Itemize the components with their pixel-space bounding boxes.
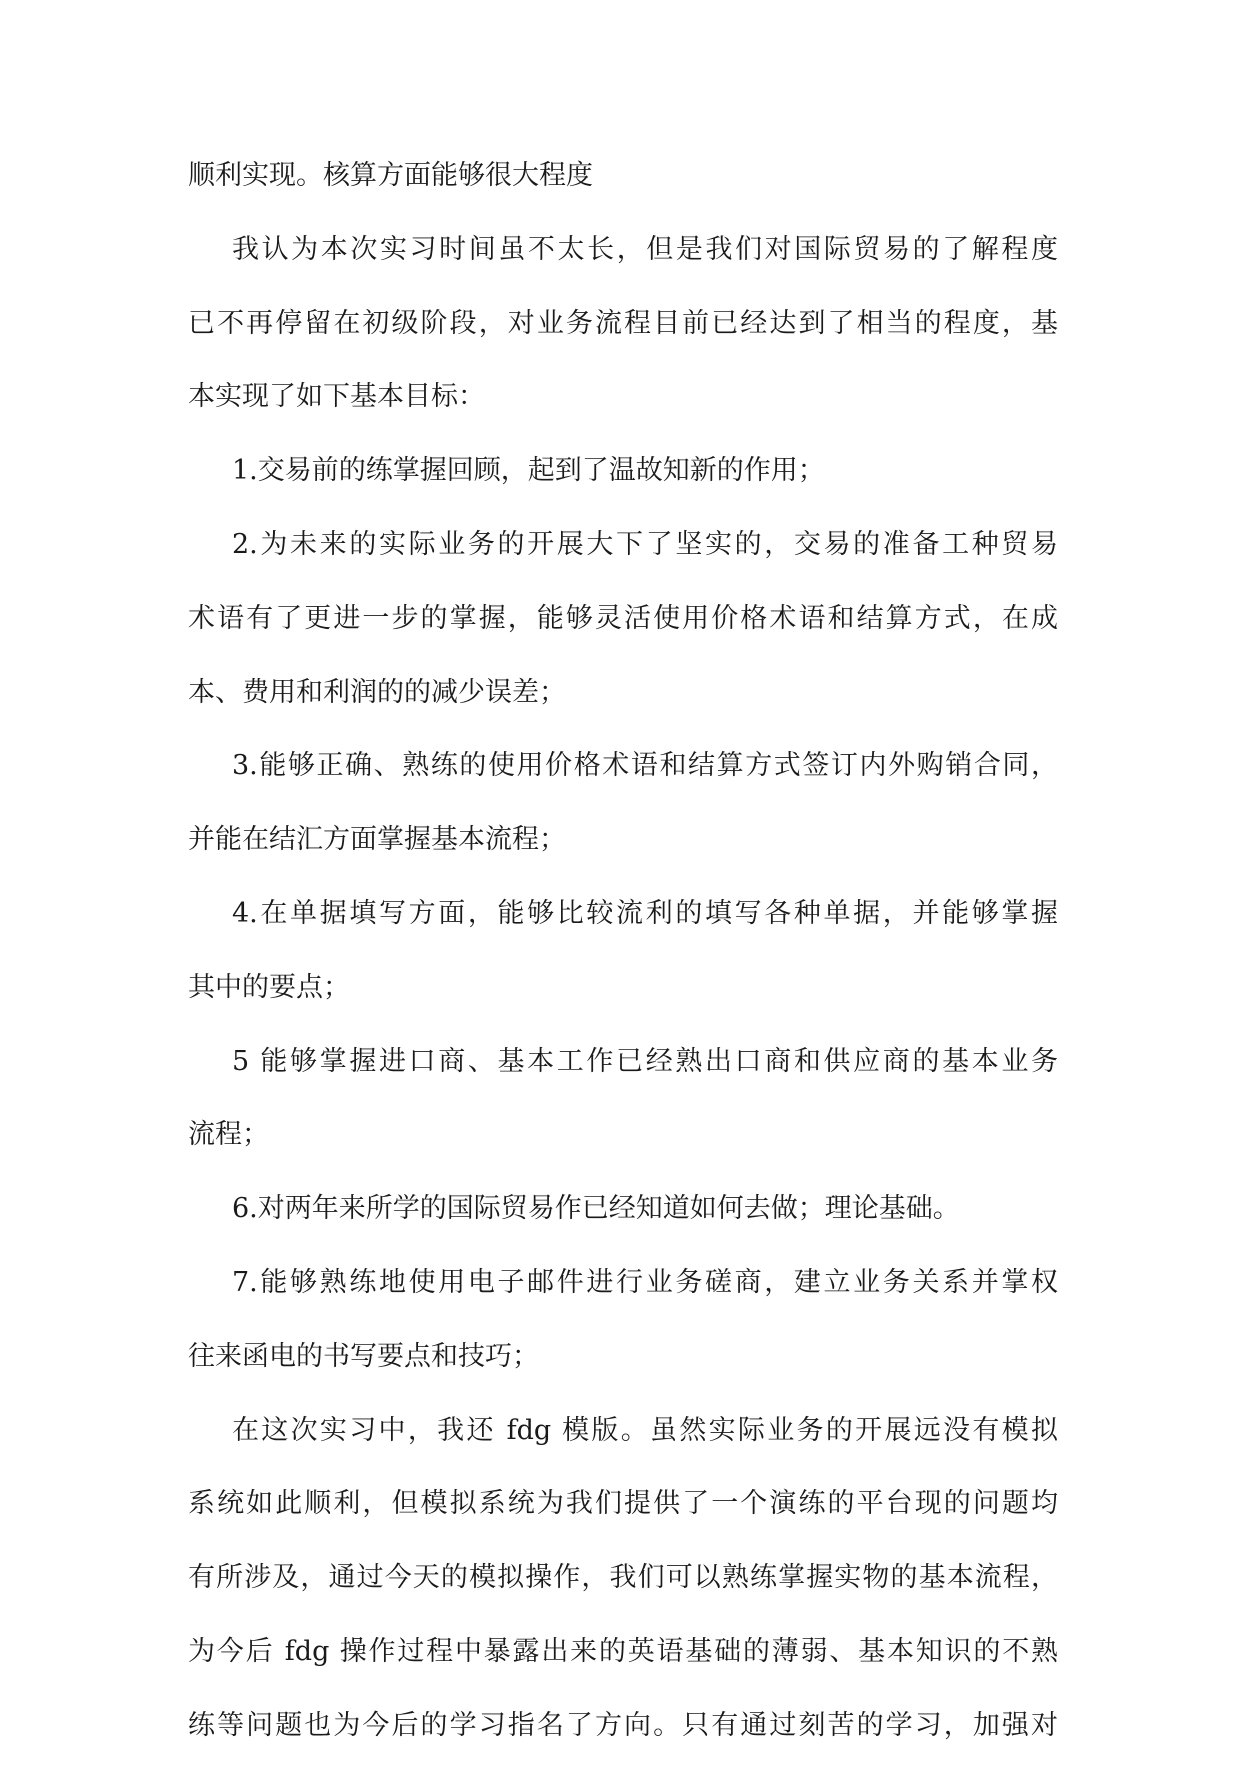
text-line: 术语有了更进一步的掌握，能够灵活使用价格术语和结算方式，在成 [188,602,1058,634]
text-line: 已不再停留在初级阶段，对业务流程目前已经达到了相当的程度，基 [188,307,1058,339]
list-item: 3.能够正确、熟练的使用价格术语和结算方式签订内外购销合同， [232,750,1058,782]
text-line: 我认为本次实习时间虽不太长，但是我们对国际贸易的了解程度 [232,233,1058,265]
body-text [188,156,1058,1780]
text-line: 顺利实现。核算方面能够很大程度 [188,160,593,191]
list-item: 7.能够熟练地使用电子邮件进行业务磋商，建立业务关系并掌权 [232,1266,1058,1298]
text-line: 在这次实习中，我还 fdg 模版。虽然实际业务的开展远没有模拟 [232,1414,1058,1446]
list-item: 6.对两年来所学的国际贸易作已经知道如何去做；理论基础。 [232,1193,960,1225]
list-item: 2.为未来的实际业务的开展大下了坚实的，交易的准备工种贸易 [232,528,1058,560]
list-item: 1.交易前的练掌握回顾，起到了温故知新的作用； [232,455,825,487]
text-line: 流程； [188,1119,269,1151]
text-line: 为今后 fdg 操作过程中暴露出来的英语基础的薄弱、基本知识的不熟 [188,1635,1058,1667]
list-item: 5 能够掌握进口商、基本工作已经熟出口商和供应商的基本业务 [232,1045,1058,1077]
text-line: 往来函电的书写要点和技巧； [188,1340,539,1372]
text-line: 本实现了如下基本目标： [188,381,485,413]
text-line: 并能在结汇方面掌握基本流程； [188,824,566,856]
text-line: 其中的要点； [188,971,350,1003]
text-line: 有所涉及，通过今天的模拟操作，我们可以熟练掌握实物的基本流程， [188,1562,1058,1594]
text-line: 系统如此顺利，但模拟系统为我们提供了一个演练的平台现的问题均 [188,1488,1058,1520]
text-line: 本、费用和利润的的减少误差； [188,676,566,708]
text-line: 练等问题也为今后的学习指名了方向。只有通过刻苦的学习，加强对 [188,1709,1058,1741]
list-item: 4.在单据填写方面，能够比较流利的填写各种单据，并能够掌握 [232,897,1058,929]
